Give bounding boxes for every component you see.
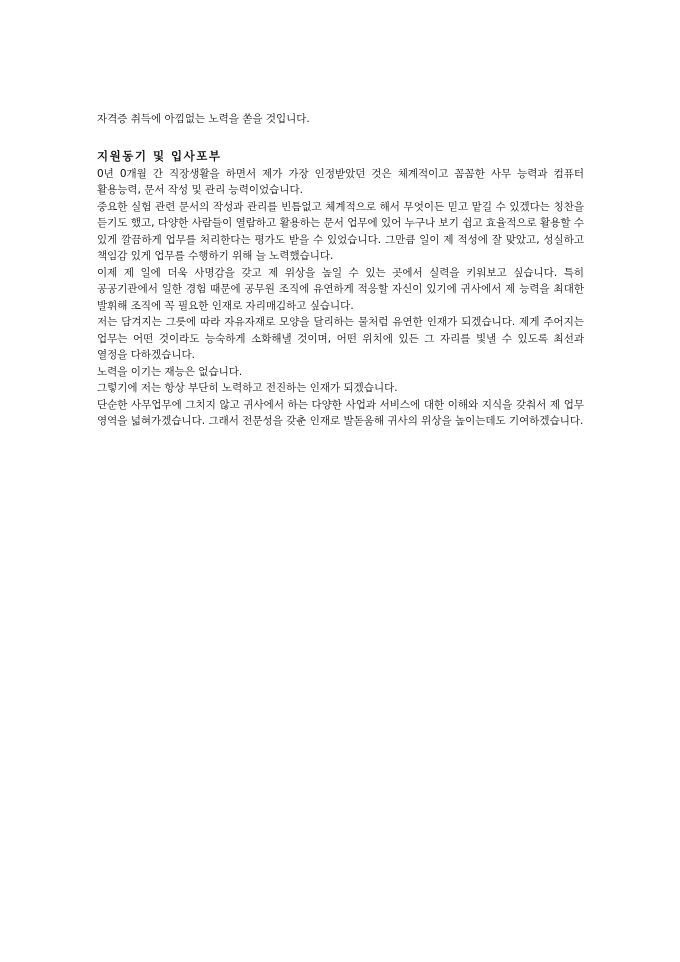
paragraph: 0년 0개월 간 직장생활을 하면서 제가 가장 인정받았던 것은 체계적이고 꼼꼼한 사무 능력과 컴퓨터 활용능력, 문서 작성 및 관리 능력이었습니다. <box>97 167 584 196</box>
paragraph: 그렇기에 저는 항상 부단히 노력하고 전진하는 인재가 되겠습니다. <box>97 382 398 394</box>
document-body <box>97 111 584 430</box>
paragraph: 중요한 실험 관련 문서의 작성과 관리를 빈틈없고 체계적으로 해서 무엇이든 믿고 맡길 수 있겠다는 칭찬을 듣기도 했고, 다양한 사람들이 열람하고 활용하는 문서 업무에 있어 누구나 보기 쉽고 효율적으로 활용할 수 있게 깔끔하게 업무를 처리한다는 평가도 받을 수 있었습니다. 그만큼 일이 제 적성에 잘 맞았고, 성실하고 책임감 있게 업무를 수행하기 위해 늘 노력했습니다. <box>97 200 584 262</box>
paragraph: 저는 담겨지는 그릇에 따라 자유자재로 모양을 달리하는 물처럼 유연한 인재가 되겠습니다. 제게 주어지는 업무는 어떤 것이라도 능숙하게 소화해낼 것이며, 어떤 위치에 있든 그 자리를 빛낼 수 있도록 최선과 열정을 다하겠습니다. <box>97 316 584 361</box>
intro-line: 자격증 취득에 아낌없는 노력을 쏟을 것입니다. <box>97 113 310 125</box>
section-title: 지원동기 및 입사포부 <box>97 148 222 163</box>
paragraph: 단순한 사무업무에 그치지 않고 귀사에서 하는 다양한 사업과 서비스에 대한 이해와 지식을 갖춰서 제 업무 영역을 넓혀가겠습니다. 그래서 전문성을 갖춘 인재로 발돋움해 귀사의 위상을 높이는데도 기여하겠습니다. <box>97 398 584 427</box>
paragraph: 노력을 이기는 재능은 없습니다. <box>97 365 243 378</box>
paragraph: 이제 제 일에 더욱 사명감을 갖고 제 위상을 높일 수 있는 곳에서 실력을 키워보고 싶습니다. 특히 공공기관에서 일한 경험 때문에 공무원 조직에 유연하게 적응할 자신이 있기에 귀사에서 제 능력을 최대한 발휘해 조직에 꼭 필요한 인재로 자리매김하고 싶습니다. <box>97 266 584 312</box>
